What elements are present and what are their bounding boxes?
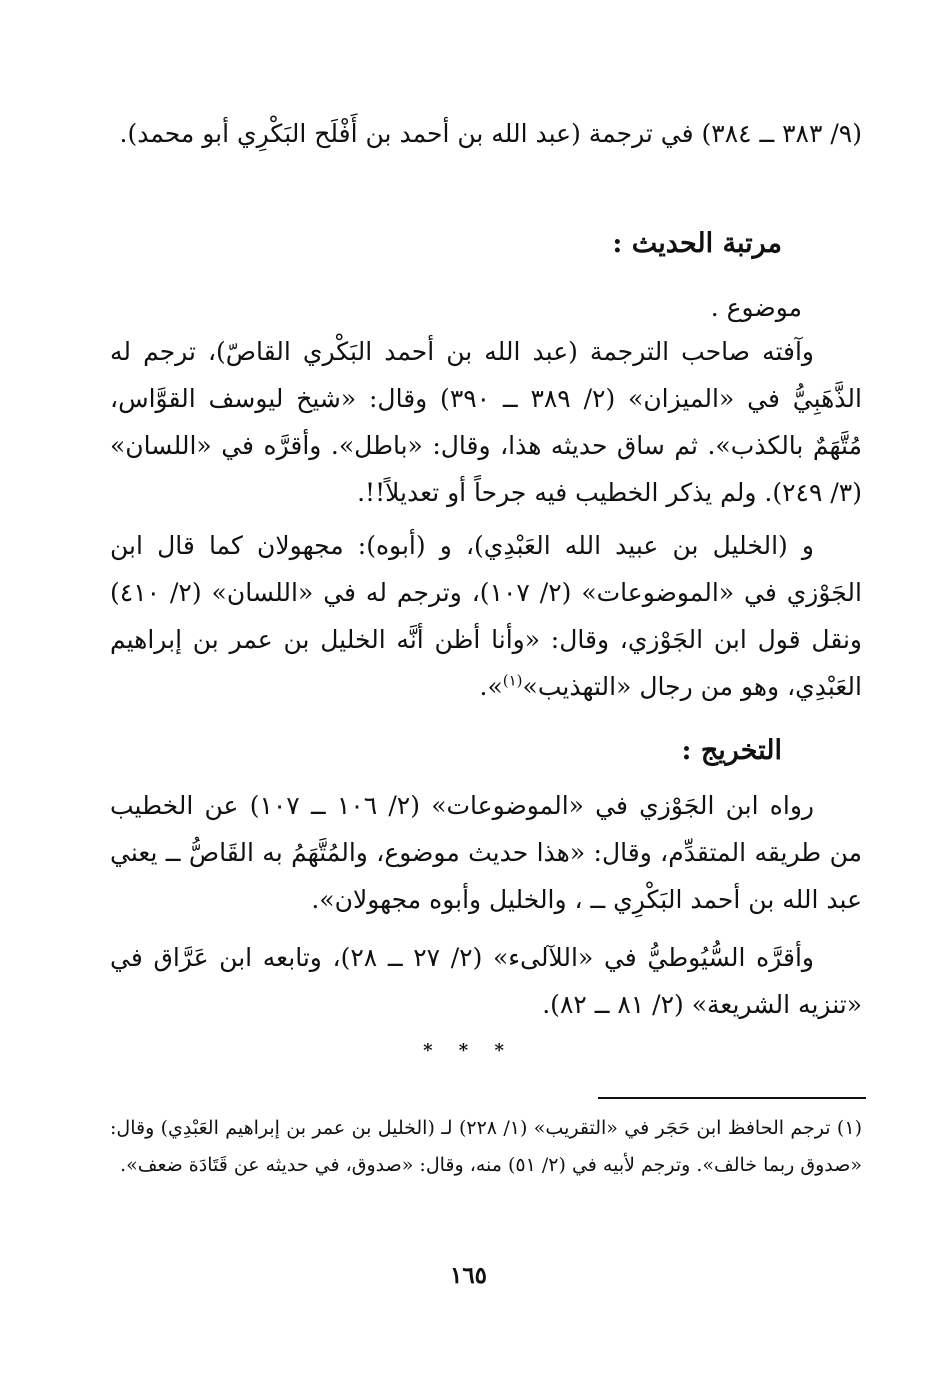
footnote-reference: (١)	[502, 671, 523, 690]
section-separator: * * *	[423, 1040, 514, 1061]
paragraph-takhrij: رواه ابن الجَوْزي في «الموضوعات» (٢/ ١٠٦ ــ ١٠٧) عن الخطيب من طريقه المتقدِّم، وقال: «هذا حديث موضوع، والمُتَّهَمُ به القَاصُّ ــ يعني عبد الله بن أحمد البَكْرِي ــ ، والخليل وأبوه مجهولان».	[110, 791, 862, 914]
paragraph-defect: وآفته صاحب الترجمة (عبد الله بن أحمد البَكْري القاصّ)، ترجم له الذَّهَبِيُّ في «الميزان» (٢/ ٣٨٩ ــ ٣٩٠) وقال: «شيخ ليوسف القوَّاس، مُتَّهَمٌ بالكذب». ثم ساق حديثه هذا، وقال: «باطل». وأقرَّه في «اللسان» (٣/ ٢٤٩). ولم يذكر الخطيب فيه جرحاً أو تعديلاً!!.	[110, 337, 862, 507]
page-number: ١٦٥	[449, 1262, 488, 1289]
rank-heading: مرتبة الحديث :	[612, 228, 782, 259]
paragraph-narrators	[110, 522, 862, 710]
footnote: (١) ترجم الحافظ ابن حَجَر في «التقريب» (١/ ٢٢٨) لـ (الخليل بن عمر بن إبراهيم العَبْدِي) وقال: «صدوق ربما خالف». وترجم لأبيه في (٢/ ٥١) منه، وقال: «صدوق، في حديثه عن قَتَادَة ضعف».	[110, 1117, 862, 1176]
footnote-divider	[598, 1097, 866, 1099]
paragraph-suyuti: وأقرَّه السُّيُوطيُّ في «اللآلىء» (٢/ ٢٧ ــ ٢٨)، وتابعه ابن عَرَّاق في «تنزيه الشريعة» (٢/ ٨١ ــ ٨٢).	[110, 943, 862, 1019]
paragraph-narrators-text: و (الخليل بن عبيد الله العَبْدِي)، و (أبوه): مجهولان كما قال ابن الجَوْزي في «الموضوعات» (٢/ ١٠٧)، وترجم له في «اللسان» (٢/ ٤١٠) ونقل قول ابن الجَوْزي، وقال: «وأنا أظن أنَّه الخليل بن عمر بن إبراهيم العَبْدِي، وهو من رجال «التهذيب»	[110, 531, 862, 701]
rank-value: موضوع .	[710, 293, 802, 322]
paragraph-narrators-end: ».	[479, 672, 503, 701]
takhrij-heading: التخريج :	[681, 735, 782, 766]
intro-paragraph: (٩/ ٣٨٣ ــ ٣٨٤) في ترجمة (عبد الله بن أحمد بن أَفْلَح البَكْرِي أبو محمد).	[119, 119, 862, 148]
